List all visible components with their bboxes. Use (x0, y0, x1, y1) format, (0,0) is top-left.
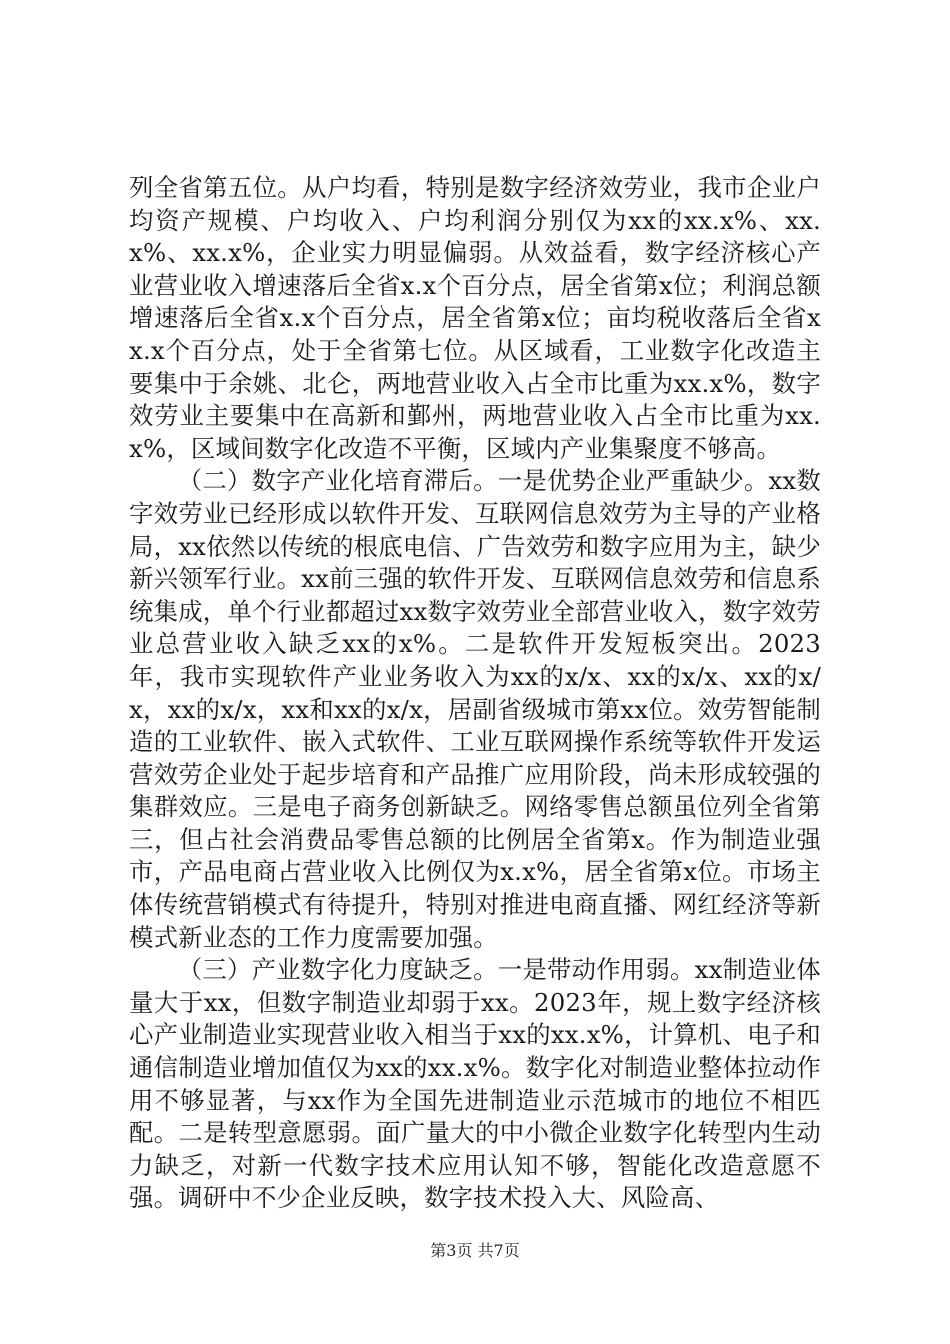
paragraph-section-three: （三）产业数字化力度缺乏。一是带动作用弱。xx制造业体量大于xx，但数字制造业却弱于xx。2023年，规上数字经济核心产业制造业实现营业收入相当于xx的xx.x%，计算机、电子和通信制造业增加值仅为xx的xx.x%。数字化对制造业整体拉动作用不够显著，与xx作为全国先进制造业示范城市的地位不相匹配。二是转型意愿弱。面广量大的中小微企业数字化转型内生动力缺乏，对新一代数字技术应用认知不够，智能化改造意愿不强。调研中不少企业反映，数字技术投入大、风险高、 (129, 955, 821, 1213)
paragraph-continuation: 列全省第五位。从户均看，特别是数字经济效劳业，我市企业户均资产规模、户均收入、户均利润分别仅为xx的xx.x%、xx.x%、xx.x%，企业实力明显偏弱。从效益看，数字经济核心产业营业收入增速落后全省x.x个百分点，居全省第x位；利润总额增速落后全省x.x个百分点，居全省第x位；亩均税收落后全省xx.x个百分点，处于全省第七位。从区域看，工业数字化改造主要集中于余姚、北仑，两地营业收入占全市比重为xx.x%，数字效劳业主要集中在高新和鄞州，两地营业收入占全市比重为xx.x%，区域间数字化改造不平衡，区域内产业集聚度不够高。 (129, 173, 821, 463)
document-body (129, 172, 821, 1215)
page-footer (0, 1241, 950, 1261)
paragraph-section-two: （二）数字产业化培育滞后。一是优势企业严重缺少。xx数字效劳业已经形成以软件开发、互联网信息效劳为主导的产业格局，xx依然以传统的根底电信、广告效劳和数字应用为主，缺少新兴领军行业。xx前三强的软件开发、互联网信息效劳和信息系统集成，单个行业都超过xx数字效劳业全部营业收入，数字效劳业总营业收入缺乏xx的x%。二是软件开发短板突出。2023年，我市实现软件产业业务收入为xx的x/x、xx的x/x、xx的x/x，xx的x/x，xx和xx的x/x，居副省级城市第xx位。效劳智能制造的工业软件、嵌入式软件、工业互联网操作系统等软件开发运营效劳企业处于起步培育和产品推广应用阶段，尚未形成较强的集群效应。三是电子商务创新缺乏。网络零售总额虽位列全省第三，但占社会消费品零售总额的比例居全省第x。作为制造业强市，产品电商占营业收入比例仅为x.x%，居全省第x位。市场主体传统营销模式有待提升，特别对推进电商直播、网红经济等新模式新业态的工作力度需要加强。 (129, 466, 821, 952)
page-number: 第3页 共7页 (430, 1241, 520, 1260)
